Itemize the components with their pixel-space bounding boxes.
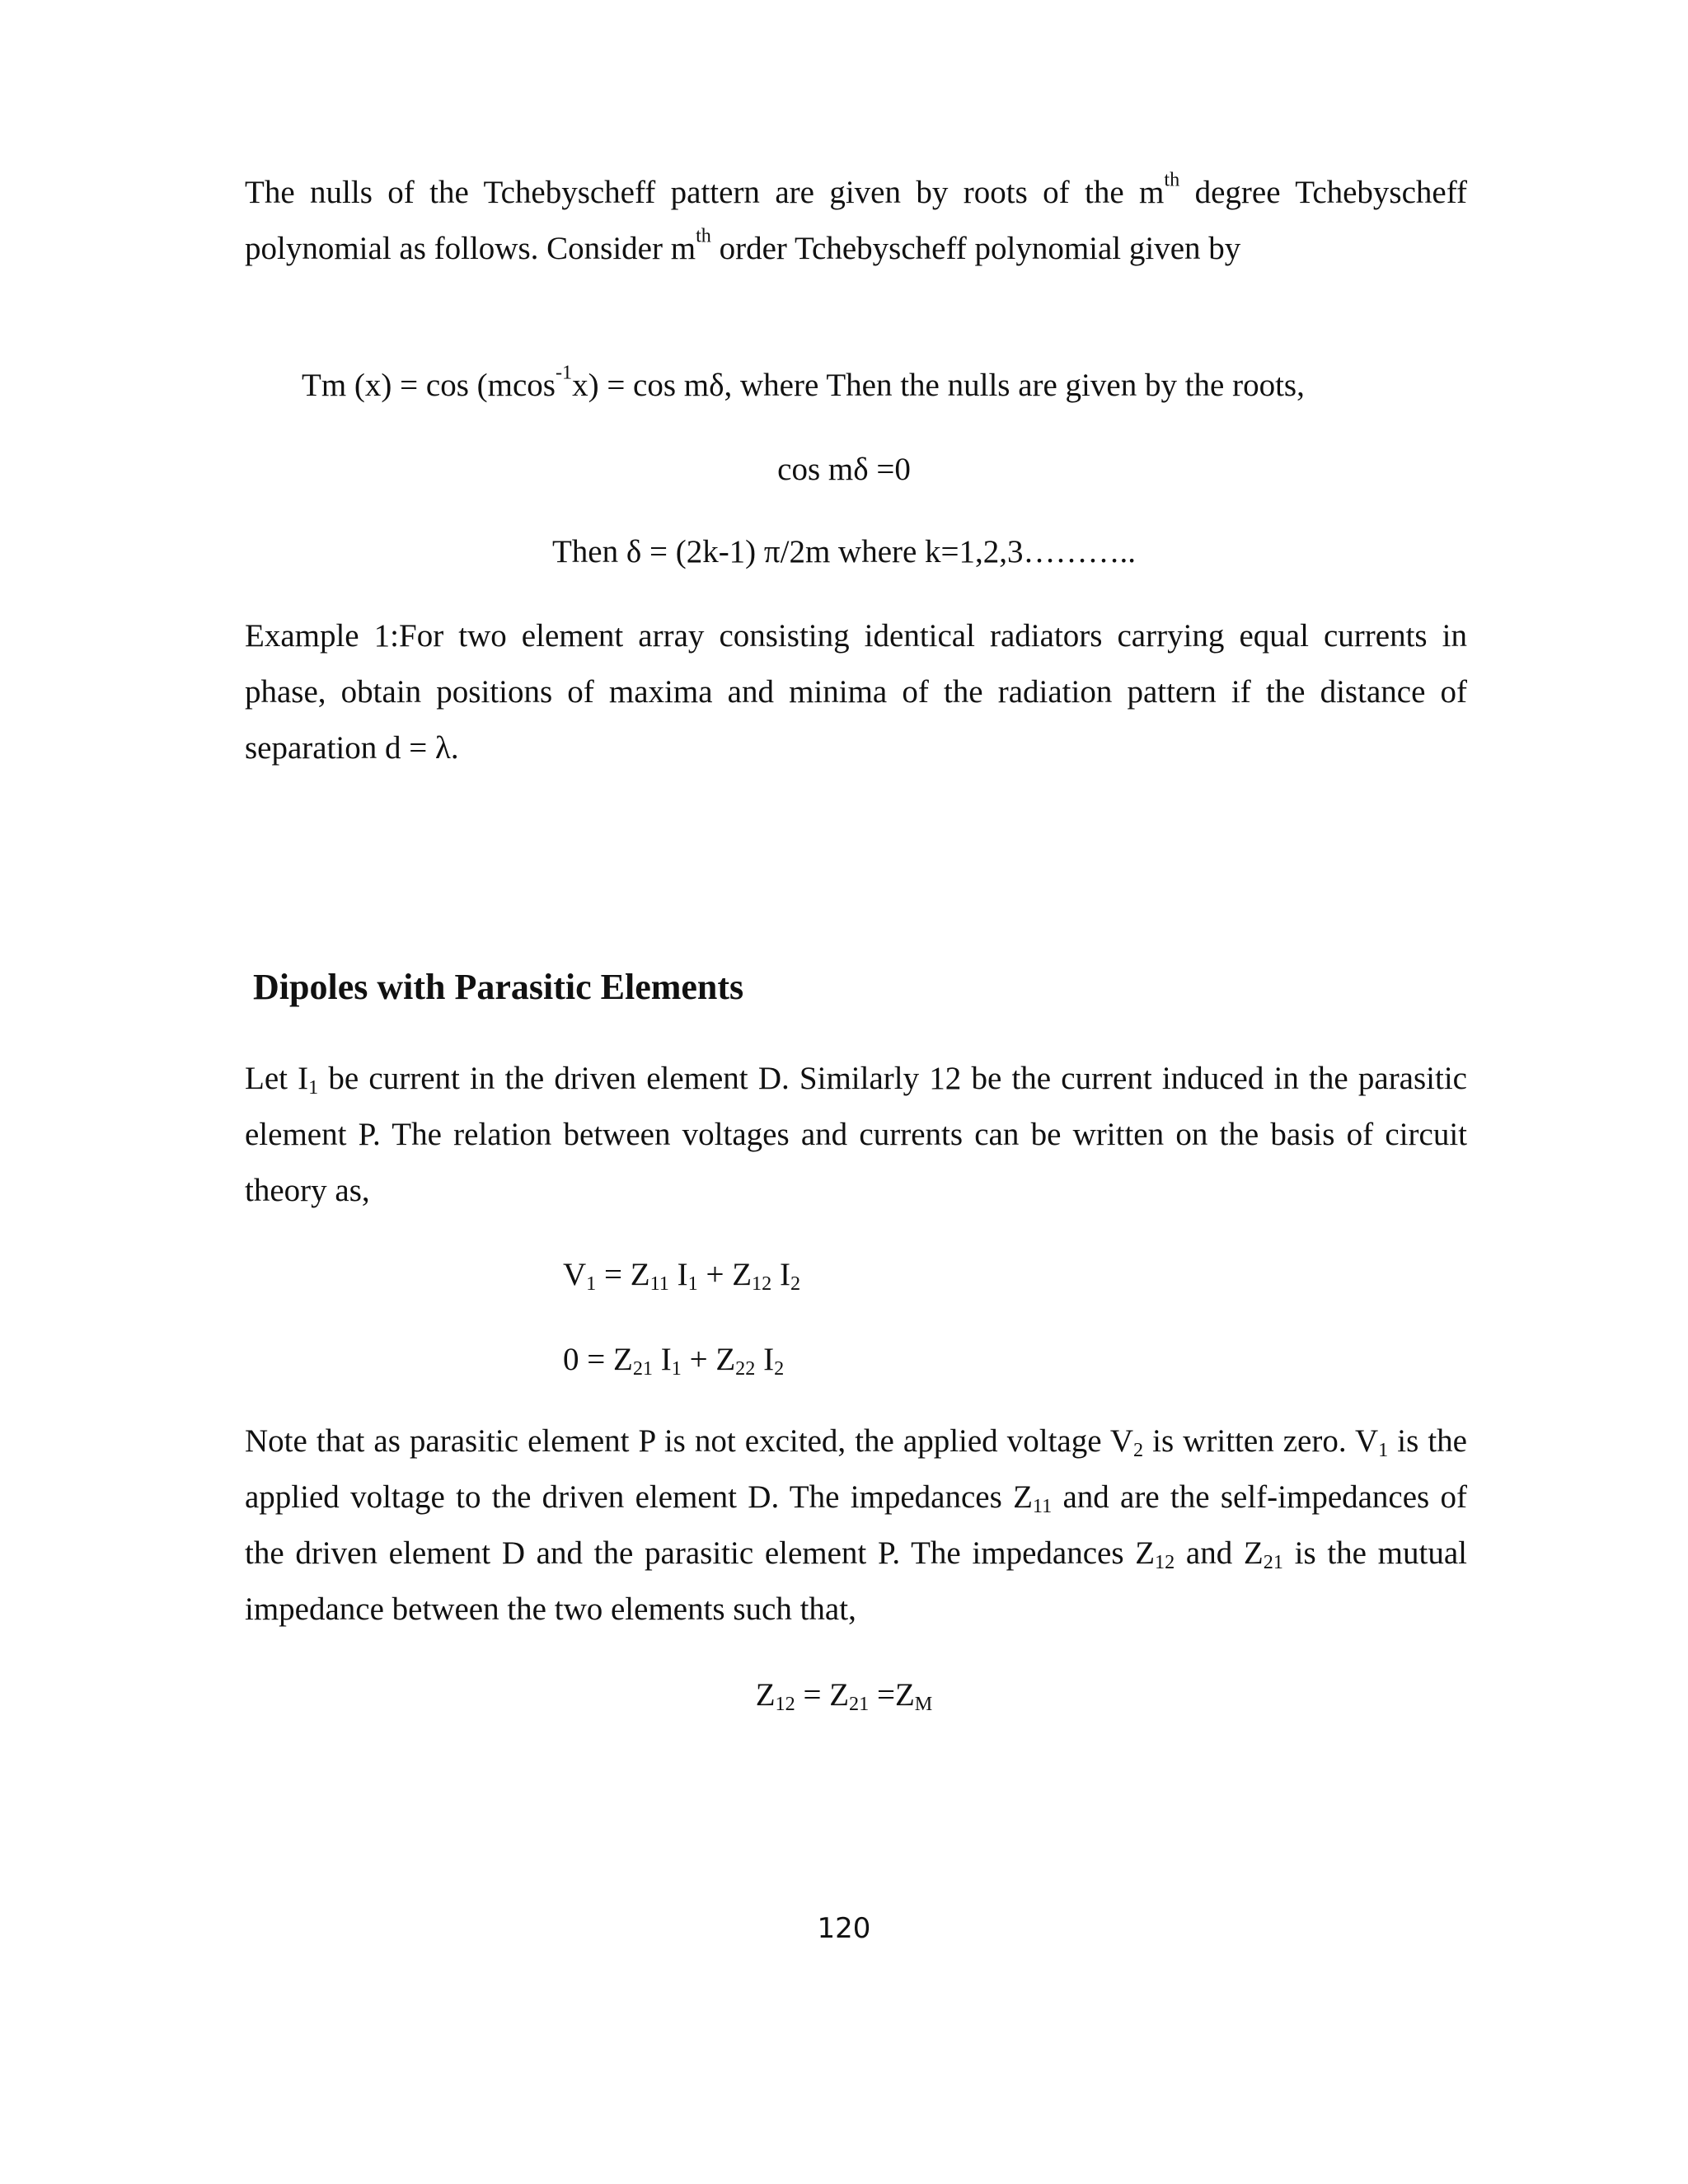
text-run: =Z xyxy=(869,1677,915,1713)
subscript: 21 xyxy=(632,1357,653,1380)
text-run: I xyxy=(653,1342,672,1377)
text-run: order Tchebyscheff polynomial given by xyxy=(710,231,1241,266)
equation-zero xyxy=(563,1339,784,1380)
text-run: I xyxy=(668,1257,688,1292)
text-run: is written zero. V xyxy=(1143,1423,1379,1459)
subscript: 1 xyxy=(586,1272,597,1296)
equation-v1 xyxy=(563,1254,800,1296)
subscript: 2 xyxy=(790,1272,801,1296)
equation-zm xyxy=(0,1675,1688,1716)
text-run: and Z xyxy=(1175,1535,1264,1571)
superscript: -1 xyxy=(555,361,573,384)
text-run: The nulls of the Tchebyscheff pattern are given by roots of the m xyxy=(245,175,1165,210)
text-run: + Z xyxy=(681,1342,736,1377)
subscript: 1 xyxy=(1378,1439,1389,1462)
text-run: degree Tchebyscheff polynomial as follows. Consider m xyxy=(245,175,1468,266)
text-run: Note that as parasitic element P is not excited, the applied voltage V xyxy=(245,1423,1134,1459)
subscript: 1 xyxy=(308,1076,319,1099)
text-run: = Z xyxy=(795,1677,850,1713)
equation-cos-m-delta: cos mδ =0 xyxy=(777,452,911,487)
equation-delta: Then δ = (2k-1) π/2m where k=1,2,3……….. xyxy=(551,534,1137,569)
subscript: 21 xyxy=(1263,1551,1283,1574)
text-run: V xyxy=(563,1257,587,1292)
paragraph-tchebyscheff-nulls xyxy=(245,165,1467,277)
subscript: 1 xyxy=(671,1357,682,1380)
text-run: I xyxy=(755,1342,775,1377)
subscript: 22 xyxy=(735,1357,756,1380)
text-run: + Z xyxy=(697,1257,753,1292)
subscript: 12 xyxy=(752,1272,772,1296)
superscript: th xyxy=(696,224,711,247)
subscript: 12 xyxy=(775,1693,795,1716)
subscript: 11 xyxy=(649,1272,669,1296)
text-run: Tm (x) = cos (mcos xyxy=(302,368,556,403)
paragraph-example-1: Example 1:For two element array consisting identical radiators carrying equal currents in phase, obtain positions of maxima and minima of the radiation pattern if the distance of separation d = λ. xyxy=(245,618,1467,766)
text-run: Z xyxy=(755,1677,776,1713)
text-run: be current in the driven element D. Similarly 12 be the current induced in the parasitic element P. The relation between voltages and currents can be written on the basis of circuit theory as, xyxy=(245,1061,1467,1208)
subscript: 12 xyxy=(1155,1551,1175,1574)
subscript: 2 xyxy=(1133,1439,1144,1462)
section-heading: Dipoles with Parasitic Elements xyxy=(253,967,744,1007)
text-run: is the mutual impedance between the two elements such that, xyxy=(245,1535,1467,1627)
text-run: x) = cos mδ, where Then the nulls are given by the roots, xyxy=(572,368,1305,403)
text-run: 0 = Z xyxy=(563,1342,633,1377)
superscript: th xyxy=(1164,168,1180,191)
subscript: 1 xyxy=(687,1272,698,1296)
text-run: and are the self-impedances of the driven element D and the parasitic element P. The impedances Z xyxy=(245,1479,1467,1571)
text-run: = Z xyxy=(596,1257,650,1292)
subscript: M xyxy=(914,1693,933,1716)
paragraph-dipoles-intro xyxy=(245,1051,1467,1219)
subscript: 2 xyxy=(774,1357,785,1380)
text-run: Let I xyxy=(245,1061,309,1096)
paragraph-impedances xyxy=(245,1413,1467,1638)
page-number: 120 xyxy=(817,1912,871,1945)
equation-tm xyxy=(302,361,1305,406)
subscript: 21 xyxy=(849,1693,870,1716)
text-run: is the applied voltage to the driven element D. The impedances Z xyxy=(245,1423,1467,1515)
subscript: 11 xyxy=(1032,1495,1053,1518)
text-run: I xyxy=(771,1257,790,1292)
